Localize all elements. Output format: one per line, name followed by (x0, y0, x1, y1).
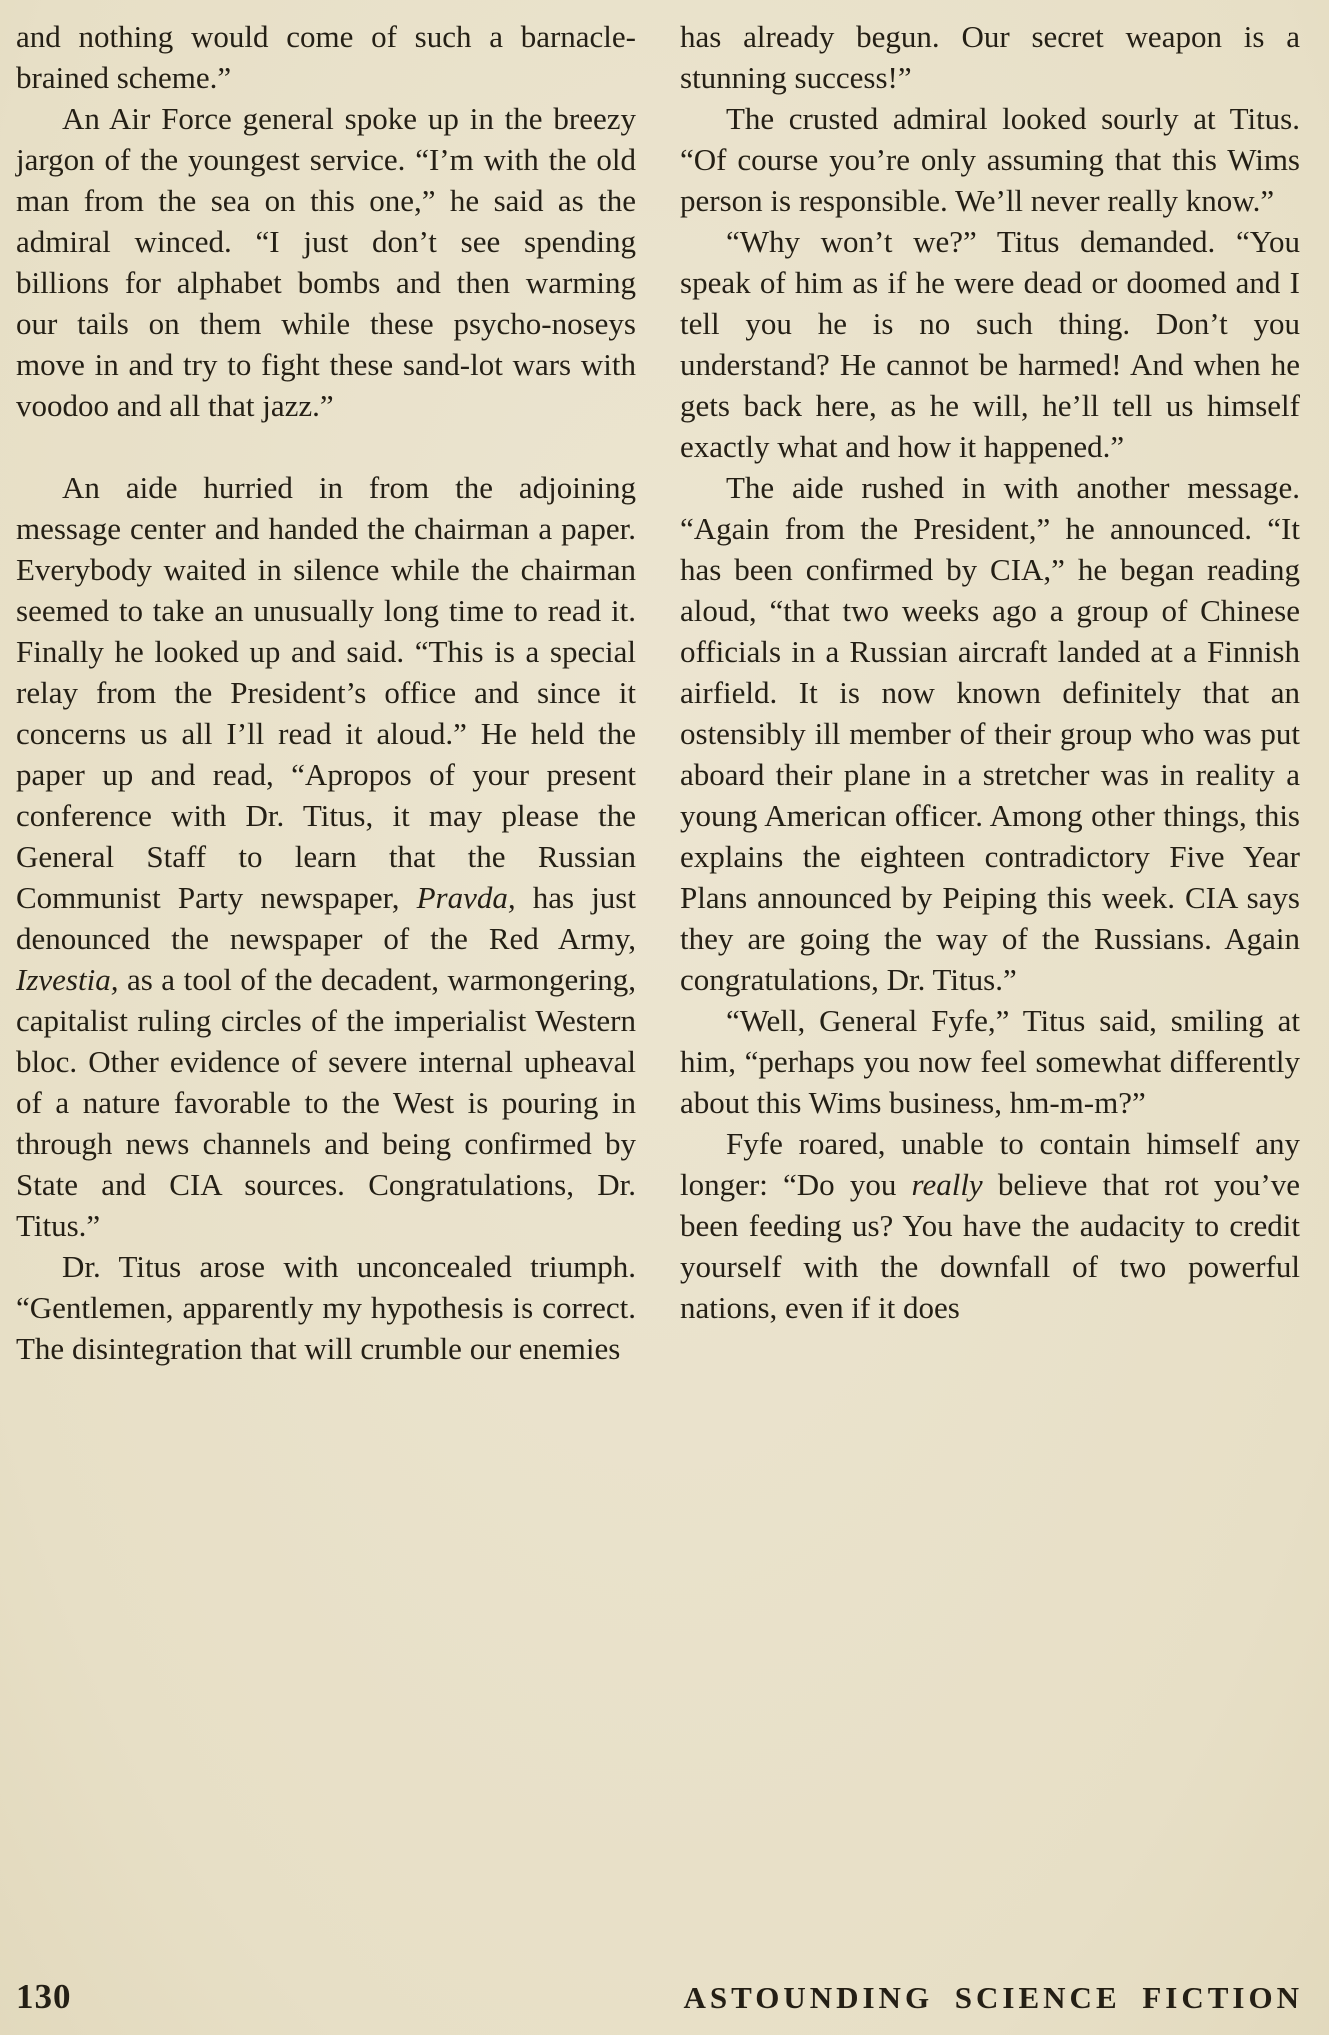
italic-text-run: really (911, 1167, 983, 1202)
text-run: An aide hurried in from the adjoining message center and handed the chairman a paper. Everybody waited in silence while the chairman seemed to take an unusually long time to read it. Finally he looked up and said. “This is a special relay from the President’s office and since it concerns us all I’ll read it aloud.” He held the paper up and read, “Apropos of your present conference with Dr. Titus, it may please the General Staff to learn that the Russian Communist Party newspaper, (16, 470, 636, 915)
paragraph (680, 467, 1300, 1000)
text-run: believe that rot you’ve been feeding us? You have the audacity to credit yourself with the downfall of two powerful nations, even if it does (680, 1167, 1300, 1325)
paragraph (680, 1123, 1300, 1328)
text-run: “Well, General Fyfe,” Titus said, smiling at him, “perhaps you now feel somewhat differently about this Wims business, hm-m-m?” (680, 1003, 1300, 1120)
paragraph (680, 98, 1300, 221)
text-run: An Air Force general spoke up in the breezy jargon of the youngest service. “I’m with the old man from the sea on this one,” he said as the admiral winced. “I just don’t see spending billions for alphabet bombs and then warming our tails on them while these psycho-noseys move in and try to fight these sand-lot wars with voodoo and all that jazz.” (16, 101, 636, 423)
text-column-left (16, 16, 636, 1369)
text-run: Dr. Titus arose with unconcealed triumph. “Gentlemen, apparently my hypothesis is correct. The disintegration that will crumble our enemies (16, 1249, 636, 1366)
italic-text-run: Izvestia, (16, 962, 119, 997)
text-run: “Why won’t we?” Titus demanded. “You speak of him as if he were dead or doomed and I tell you he is no such thing. Don’t you understand? He cannot be harmed! And when he gets back here, as he will, he’ll tell us himself exactly what and how it happened.” (680, 224, 1300, 464)
magazine-title: ASTOUNDING SCIENCE FICTION (683, 1980, 1303, 2015)
paragraph (680, 221, 1300, 467)
text-run: The crusted admiral looked sourly at Titus. “Of course you’re only assuming that this Wims person is responsible. We’ll never really know.” (680, 101, 1300, 218)
text-run: as a tool of the decadent, warmongering, capitalist ruling circles of the imperialist Western bloc. Other evidence of severe internal upheaval of a nature favorable to the West is pouring in through news channels and being confirmed by State and CIA sources. Congratulations, Dr. Titus.” (16, 962, 636, 1243)
paragraph (16, 16, 636, 98)
text-run: The aide rushed in with another message. “Again from the President,” he announced. “It has been confirmed by CIA,” he began reading aloud, “that two weeks ago a group of Chinese officials in a Russian aircraft landed at a Finnish airfield. It is now known definitely that an ostensibly ill member of their group who was put aboard their plane in a stretcher was in reality a young American officer. Among other things, this explains the eighteen contradictory Five Year Plans announced by Peiping this week. CIA says they are going the way of the Russians. Again congratulations, Dr. Titus.” (680, 470, 1300, 997)
page-footer (16, 1969, 1303, 2017)
text-run: has just denounced the newspaper of the Red Army, (16, 880, 636, 956)
text-run: and nothing would come of such a barnacle-brained scheme.” (16, 19, 636, 95)
text-columns (16, 16, 1303, 1969)
paragraph (680, 1000, 1300, 1123)
text-run: has already begun. Our secret weapon is a stunning success!” (680, 19, 1300, 95)
paragraph (16, 98, 636, 426)
text-column-right (680, 16, 1300, 1328)
paragraph (680, 16, 1300, 98)
paragraph (16, 467, 636, 1246)
page-number: 130 (16, 1977, 72, 2016)
italic-text-run: Pravda, (416, 880, 516, 915)
text-run: Fyfe roared, unable to contain himself any longer: “Do you (680, 1126, 1300, 1202)
paragraph (16, 1246, 636, 1369)
